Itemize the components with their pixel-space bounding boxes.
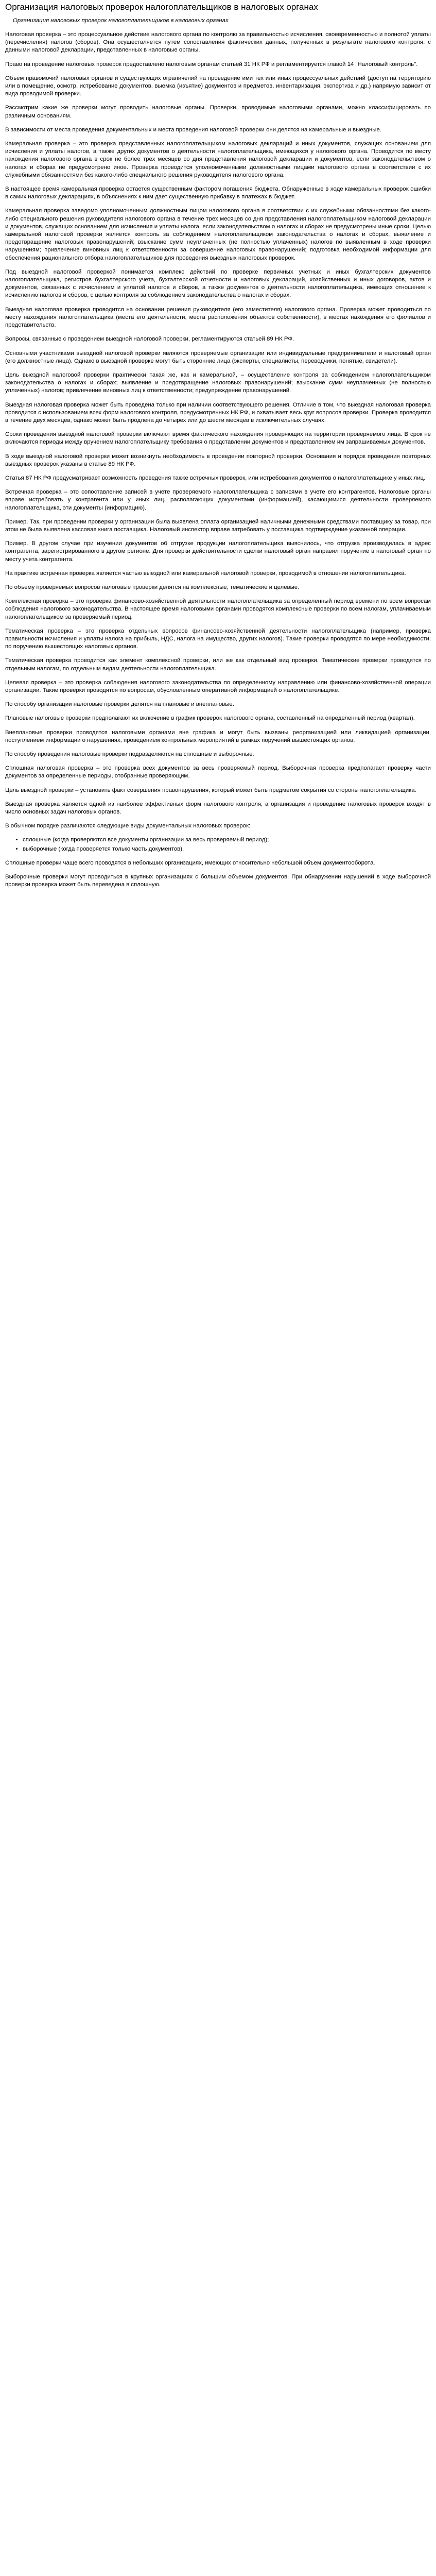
- paragraph: Налоговая проверка – это процессуальное действие налогового органа по контролю за правильностью исчисления, своевременностью и полнотой уплаты (перечисления) налогов (сборов). Она осуществляется путем сопоставления фактических данных, полученных в результате налогового контроля, с данными налоговой декларации, представленных в налоговые органы.: [5, 31, 431, 54]
- paragraph-group-c: [5, 598, 431, 816]
- paragraph: По способу проведения налоговые проверки подразделяются на сплошные и выборочные.: [5, 751, 254, 758]
- paragraph: Внеплановые проверки проводятся налоговыми органами вне графика и могут быть вызваны реорганизацией или ликвидацией организации, поступлением информации о нарушениях, проведением контрольных мероприятий в рамках поручений вышестоящих органов.: [5, 729, 431, 743]
- paragraph: В настоящее время камеральная проверка остается существенным фактором погашения бюджета. Обнаруженные в ходе камеральных проверок ошибки в самих налоговых декларациях, в объяснениях к ним дает существенную прибавку в платежах в бюджет.: [5, 186, 431, 200]
- page-subtitle: Организация налоговых проверок налогоплательщиков в налоговых органах: [13, 18, 229, 24]
- paragraph: Тематическая проверка – это проверка отдельных вопросов финансово-хозяйственной деятельности налогоплательщика (например, проверка правильности исчисления и уплаты налога на прибыль, НДС, налога на имущество, других налогов). Такие проверки проводятся по мере необходимости, по поручению вышестоящих налоговых органов.: [5, 628, 431, 650]
- paragraph: Пример. В другом случае при изучении документов об отгрузке продукции налогоплательщика выяснилось, что отгрузка производилась в адрес контрагента, зарегистрированного в другом регионе. Для проверки действительности сделки налоговый орган направил поручение в налоговый орган по месту учета контрагента.: [5, 540, 431, 563]
- article-body: [5, 31, 431, 889]
- paragraph: Встречная проверка – это сопоставление записей в учете проверяемого налогоплательщика с записями в учете его контрагентов. Налоговые органы вправе истребовать у контрагента или у иных лиц, располагающих документами (информацией), касающимися деятельности проверяемого налогоплательщика, эти документы (информацию).: [5, 489, 431, 511]
- page-title: Организация налоговых проверок налогоплательщиков в налоговых органах: [5, 2, 318, 12]
- paragraph: Камеральная проверка – это проверка представленных налогоплательщиком налоговых деклараций и иных документов, служащих основанием для исчисления и уплаты налогов, а также других документов о деятельности налогоплательщика, имеющихся у налогового органа. Проводится по месту нахождения налогового органа в срок не более трех месяцев со дня представления налоговой декларации и документов, если законодательством о налогах и сборах не предусмотрено иное. Проверка проводится уполномоченными должностными лицами налогового органа в соответствии с их служебными обязанностями без какого-либо специального решения руководителя налогового органа.: [5, 141, 431, 178]
- paragraph: В зависимости от места проведения документальных и места проведения налоговой проверки они делятся на камеральные и выездные.: [5, 126, 381, 133]
- list-item: • сплошные (когда проверяются все документы организации за весь проверяемый период);: [23, 836, 431, 844]
- paragraph: Объем правомочий налоговых органов и существующих ограничений на проведение ими тех или иных процессуальных действий (доступ на территорию или в помещение, осмотр, истребование документов, выемка (изъятие) документов и предметов, инвентаризация, экспертиза и др.) напрямую зависит от вида проводимой проверки.: [5, 75, 431, 97]
- paragraph: Целевая проверка – это проверка соблюдения налогового законодательства по определенному направлению или финансово-хозяйственной операции организации. Такие проверки проводятся по вопросам, обусловленным оперативной информацией о налогоплательщике.: [5, 679, 431, 693]
- paragraph: Сроки проведения выездной налоговой проверки включают время фактического нахождения проверяющих на территории проверяемого лица. В срок не включаются периоды между вручением налогоплательщику требования о представлении документов и представлением им запрашиваемых документов.: [5, 431, 431, 446]
- page: [0, 0, 436, 905]
- paragraph: Сплошные проверки чаще всего проводятся в небольших организациях, имеющих относительно небольшой объем документооборота.: [5, 859, 375, 866]
- paragraph: Выездная налоговая проверка проводится на основании решения руководителя (его заместителя) налогового органа. Проверка может проводиться по месту нахождения налогоплательщика (места его деятельности, места расположения объектов собственности), в местах нахождения его филиалов и представительств.: [5, 306, 431, 329]
- paragraph: Выборочные проверки могут проводиться в крупных организациях с большим объемом документов. При обнаружении нарушений в ходе выборочной проверки проверка может быть переведена в сплошную.: [5, 874, 431, 888]
- paragraph: На практике встречная проверка является частью выездной или камеральной налоговой проверки, проводимой в отношении налогоплательщика.: [5, 570, 406, 577]
- bullets-intro: В обычном порядке различаются следующие виды документальных налоговых проверок:: [5, 823, 251, 829]
- paragraph: По способу организации налоговые проверки делятся на плановые и внеплановые.: [5, 701, 234, 708]
- paragraph: Цель выездной проверки – установить факт совершения правонарушения, который может быть предметом сокрытия со стороны налогоплательщика.: [5, 787, 416, 793]
- paragraph: Статья 87 НК РФ предусматривает возможность проведения также встречных проверок, или истребования документов о налогоплательщике у иных лиц.: [5, 474, 426, 481]
- list-item: • выборочные (когда проверяется только часть документов).: [23, 845, 431, 853]
- paragraph: Выездная налоговая проверка может быть проведена только при наличии соответствующего решения. Отличие в том, что выездная налоговая проверка проводится с использованием всех форм налогового контроля, предусмотренных НК РФ, и охватывает весь круг вопросов проверки. Проверка проводится в течение двух месяцев, однако может быть продлена до четырех или до шести месяцев в исключительных случаях.: [5, 401, 431, 423]
- paragraph: Основными участниками выездной налоговой проверки являются проверяемые организации или индивидуальные предприниматели и налоговый орган (его должностные лица). Однако в выездной проверке могут быть сторонние лица (эксперты, специалисты, переводчики, понятые, свидетели).: [5, 350, 431, 364]
- paragraph: Цель выездной налоговой проверки практически такая же, как и камеральной, – осуществление контроля за соблюдением налогоплательщиком законодательства о налогах и сборах; выявление и предотвращение налоговых правонарушений; взыскание сумм неуплаченных (не полностью уплаченных) налогов; привлечение виновных лиц к ответственности; предупреждение правонарушений.: [5, 371, 431, 394]
- paragraph: Тематическая проверка проводится как элемент комплексной проверки, или же как отдельный вид проверки. Тематические проверки проводятся по отдельным налогам, по отдельным видам деятельности налогоплательщика.: [5, 657, 431, 672]
- paragraph: Сплошная налоговая проверка – это проверка всех документов за весь проверяемый период. Выборочная проверка предполагает проверку части документов за определенные периоды, отобранные проверяющим.: [5, 765, 431, 779]
- paragraph: Камеральная проверка заведомо уполномоченным должностным лицом налогового органа в соответствии с их служебными обязанностями без какого-либо специального решения руководителя налогового органа в течение трех месяцев со дня представления налогоплательщиком налоговой декларации и документов, служащих основанием для исчисления и уплаты налога, если законодательством о налогах и сборах не предусмотрены иные сроки. Целью камеральной налоговой проверки является контроль за соблюдением налогоплательщиком законодательства о налогах и сборах, выявление и предотвращение налоговых правонарушений; взыскание сумм неуплаченных (не полностью уплаченных) налогов по выявленным в ходе проверки нарушениям; привлечение виновных лиц к ответственности за совершение налоговых правонарушений; подготовка необходимой информации для обеспечения рационального отбора налогоплательщиков для проведения выездных налоговых проверок.: [5, 208, 431, 261]
- paragraph: Вопросы, связанные с проведением выездной налоговой проверки, регламентируются статьей 89 НК РФ.: [5, 336, 294, 343]
- paragraph-group-a: [5, 31, 431, 329]
- paragraph: Рассмотрим какие же проверки могут проводить налоговые органы. Проверки, проводимые налоговыми органами, можно классифицировать по различным основаниям.: [5, 105, 431, 119]
- paragraph: Плановые налоговые проверки предполагают их включение в график проверок налогового органа, составленный на определенный период (квартал).: [5, 715, 415, 722]
- paragraph-group-d: [5, 859, 431, 889]
- paragraph: Выездная проверка является одной из наиболее эффективных форм налогового контроля, а организация и проведение налоговых проверок входят в число основных задач налоговых органов.: [5, 801, 431, 816]
- paragraph: В ходе выездной налоговой проверки может возникнуть необходимость в проведении повторной проверки. Основания и порядок проведения повторных выездных проверок указаны в статье 89 НК РФ.: [5, 453, 431, 467]
- paragraph: Комплексная проверка – это проверка финансово-хозяйственной деятельности налогоплательщика за определенный период времени по всем вопросам соблюдения налогового законодательства. В настоящее время налоговыми органами проводятся комплексные проверки по всем налогам, уплачиваемым налогоплательщиком за проверяемый период.: [5, 598, 431, 620]
- paragraph-group-b: [5, 335, 431, 591]
- paragraph: Пример. Так, при проведении проверки у организации была выявлена оплата организацией наличными денежными средствами поставщику за товар, при этом не была выявлена кассовая книга поставщика. Налоговый инспектор вправе затребовать у поставщика подтверждение указанной операции.: [5, 518, 431, 533]
- paragraph: Право на проведение налоговых проверок предоставлено налоговым органам статьей 31 НК РФ и регламентируется главой 14 "Налоговый контроль".: [5, 61, 418, 67]
- paragraph: По объему проверяемых вопросов налоговые проверки делятся на комплексные, тематические и целевые.: [5, 584, 300, 590]
- paragraph: Под выездной налоговой проверкой понимается комплекс действий по проверке первичных учетных и иных бухгалтерских документов налогоплательщика, регистров бухгалтерского учета, бухгалтерской отчетности и налоговых деклараций, хозяйственных и иных договоров, актов и документов, связанных с исчислением и уплатой налогов и сборов, а также документов о деятельности налогоплательщика, имеющих отношение к исчислению налогов и сборов, с целью контроля за соблюдением законодательства о налогах и сборах.: [5, 268, 431, 299]
- bullet-list: [5, 836, 431, 853]
